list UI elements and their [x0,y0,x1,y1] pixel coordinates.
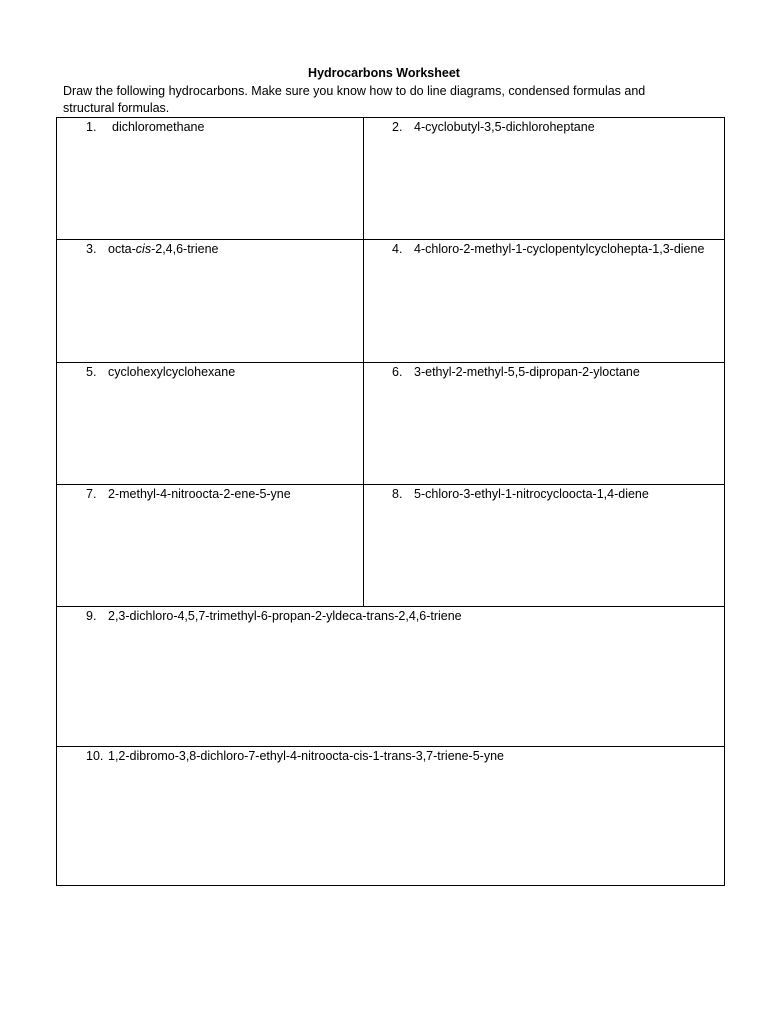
compound-name: 3-ethyl-2-methyl-5,5-dipropan-2-yloctane [414,365,640,379]
compound-name: 1,2-dibromo-3,8-dichloro-7-ethyl-4-nitroocta-cis-1-trans-3,7-triene-5-yne [108,749,504,763]
instructions-line-2: structural formulas. [63,101,170,115]
problem-number: 4. [392,242,403,256]
compound-name: 5-chloro-3-ethyl-1-nitrocycloocta-1,4-diene [414,487,649,501]
problem-1 [86,119,204,135]
compound-name: cyclohexylcyclohexane [108,365,236,379]
problem-9 [86,608,462,624]
problems-table [56,117,725,886]
problem-number: 9. [86,609,97,623]
problem-5 [86,364,235,380]
instructions [63,83,703,117]
problem-number: 3. [86,242,97,256]
problem-number: 7. [86,487,97,501]
problem-7 [86,486,291,502]
worksheet-title: Hydrocarbons Worksheet [308,66,460,80]
row-divider [57,746,724,747]
instructions-line-1: Draw the following hydrocarbons. Make sure you know how to do line diagrams, condensed formulas and [63,84,646,98]
row-divider [57,606,724,607]
problem-number: 6. [392,365,403,379]
problem-number: 5. [86,365,97,379]
compound-name: 4-chloro-2-methyl-1-cyclopentylcyclohepta-1,3-diene [414,242,705,256]
problem-8 [392,486,649,502]
problem-number: 2. [392,120,403,134]
compound-name: 4-cyclobutyl-3,5-dichloroheptane [414,120,595,134]
problem-number: 1. [86,120,97,134]
row-divider [57,239,724,240]
compound-name: dichloromethane [112,120,205,134]
problem-number: 10. [86,749,104,763]
compound-name-suffix: -2,4,6-triene [151,242,219,256]
compound-name-prefix: octa- [108,242,136,256]
problem-4 [392,241,704,257]
row-divider [57,362,724,363]
compound-name-italic: cis [135,242,152,256]
compound-name: 2-methyl-4-nitroocta-2-ene-5-yne [108,487,291,501]
row-divider [57,484,724,485]
problem-number: 8. [392,487,403,501]
compound-name: 2,3-dichloro-4,5,7-trimethyl-6-propan-2-yldeca-trans-2,4,6-triene [108,609,462,623]
problem-2 [392,119,595,135]
problem-3 [86,241,218,257]
column-divider [363,118,364,607]
problem-10 [86,748,504,764]
problem-6 [392,364,640,380]
